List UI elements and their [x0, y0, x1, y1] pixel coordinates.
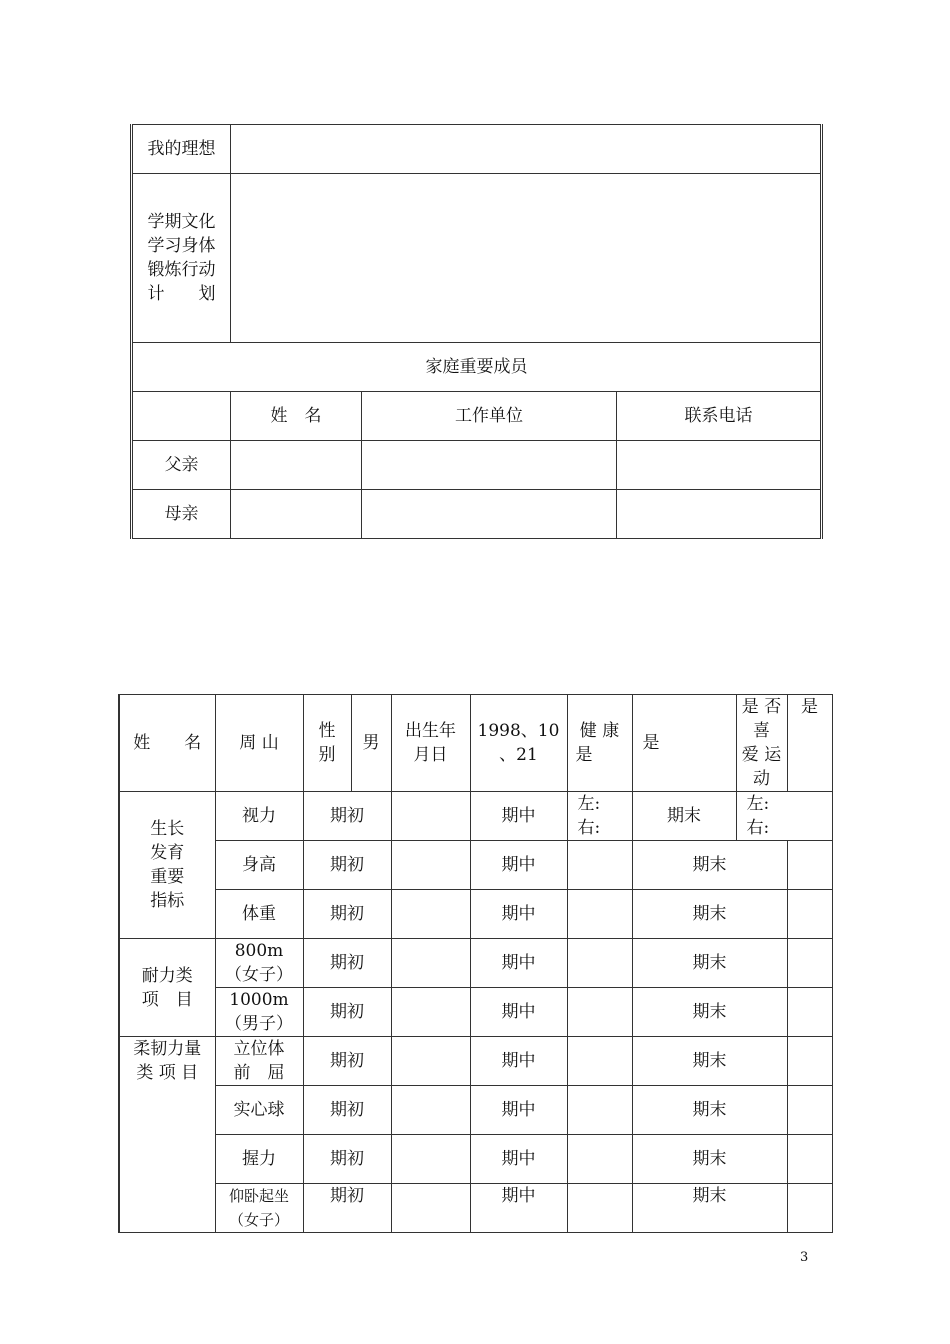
- name-label: 姓 名: [119, 695, 215, 792]
- page-number: 3: [800, 1250, 809, 1265]
- health-label: 健 康 是: [567, 695, 632, 792]
- end-value[interactable]: [787, 1135, 832, 1184]
- end-value[interactable]: [787, 890, 832, 939]
- early-value[interactable]: [391, 841, 470, 890]
- grip-label: 握力: [215, 1135, 303, 1184]
- run800-label: 800m （女子）: [215, 939, 303, 988]
- mid-label: 期中: [470, 1135, 567, 1184]
- plan-family-table: [130, 124, 823, 539]
- col-phone-header: 联系电话: [617, 392, 822, 441]
- end-value[interactable]: [787, 1184, 832, 1233]
- early-value[interactable]: [391, 1184, 470, 1233]
- end-label: 期末: [632, 1135, 787, 1184]
- vision-label: 视力: [215, 792, 303, 841]
- flex-group-label: 柔韧力量 类 项 目: [119, 1037, 215, 1233]
- father-phone-cell[interactable]: [617, 441, 822, 490]
- end-label: 期末: [632, 1184, 787, 1233]
- sport-label: 是 否 喜 爱 运动: [736, 695, 787, 792]
- dob-value: 1998、10 、21: [470, 695, 567, 792]
- mother-name-cell[interactable]: [231, 490, 362, 539]
- plan-value[interactable]: [231, 174, 822, 343]
- early-label: 期初: [303, 1184, 391, 1233]
- end-label: 期末: [632, 1086, 787, 1135]
- end-label: 期末: [632, 841, 787, 890]
- mid-value[interactable]: [567, 939, 632, 988]
- col-work-header: 工作单位: [362, 392, 617, 441]
- early-value[interactable]: [391, 1037, 470, 1086]
- gender-value: 男: [351, 695, 391, 792]
- early-label: 期初: [303, 792, 391, 841]
- early-label: 期初: [303, 1037, 391, 1086]
- early-label: 期初: [303, 939, 391, 988]
- medball-label: 实心球: [215, 1086, 303, 1135]
- early-value[interactable]: [391, 792, 470, 841]
- end-value[interactable]: [787, 988, 832, 1037]
- end-label: 期末: [632, 1037, 787, 1086]
- early-value[interactable]: [391, 988, 470, 1037]
- weight-label: 体重: [215, 890, 303, 939]
- mid-value[interactable]: [567, 1184, 632, 1233]
- mid-value[interactable]: [567, 988, 632, 1037]
- mid-label: 期中: [470, 988, 567, 1037]
- mother-label: 母亲: [132, 490, 231, 539]
- ideal-value[interactable]: [231, 125, 822, 174]
- plan-label: 学期文化 学习身体 锻炼行动 计 划: [132, 174, 231, 343]
- mid-label: 期中: [470, 1184, 567, 1233]
- mid-value[interactable]: [567, 1086, 632, 1135]
- father-label: 父亲: [132, 441, 231, 490]
- early-value[interactable]: [391, 939, 470, 988]
- name-value: 周 山: [215, 695, 303, 792]
- end-value[interactable]: [787, 939, 832, 988]
- health-value: 是: [632, 695, 736, 792]
- mid-value[interactable]: [567, 1135, 632, 1184]
- mid-label: 期中: [470, 841, 567, 890]
- sport-value: 是: [787, 695, 832, 792]
- col-name-header: 姓 名: [231, 392, 362, 441]
- mother-work-cell[interactable]: [362, 490, 617, 539]
- endurance-group-label: 耐力类 项 目: [119, 939, 215, 1037]
- dob-label: 出生年 月日: [391, 695, 470, 792]
- end-eye-value[interactable]: 左: 右:: [736, 792, 832, 841]
- sitreach-label: 立位体 前 屈: [215, 1037, 303, 1086]
- family-header: 家庭重要成员: [132, 343, 822, 392]
- end-value[interactable]: [787, 1037, 832, 1086]
- early-label: 期初: [303, 890, 391, 939]
- ideal-label: 我的理想: [132, 125, 231, 174]
- early-label: 期初: [303, 1086, 391, 1135]
- mid-value[interactable]: [567, 890, 632, 939]
- mid-label: 期中: [470, 792, 567, 841]
- growth-group-label: 生长 发育 重要 指标: [119, 792, 215, 939]
- early-value[interactable]: [391, 1086, 470, 1135]
- fitness-table: [118, 694, 833, 1233]
- mid-label: 期中: [470, 939, 567, 988]
- height-label: 身高: [215, 841, 303, 890]
- early-label: 期初: [303, 988, 391, 1037]
- mid-label: 期中: [470, 1037, 567, 1086]
- end-value[interactable]: [787, 1086, 832, 1135]
- end-label: 期末: [632, 939, 787, 988]
- situp-label: 仰卧起坐 （女子）: [215, 1184, 303, 1233]
- father-name-cell[interactable]: [231, 441, 362, 490]
- end-label: 期末: [632, 988, 787, 1037]
- early-label: 期初: [303, 1135, 391, 1184]
- mid-label: 期中: [470, 1086, 567, 1135]
- mid-value[interactable]: [567, 1037, 632, 1086]
- mid-eye-value[interactable]: 左: 右:: [567, 792, 632, 841]
- mid-value[interactable]: [567, 841, 632, 890]
- mother-phone-cell[interactable]: [617, 490, 822, 539]
- mid-label: 期中: [470, 890, 567, 939]
- early-value[interactable]: [391, 890, 470, 939]
- family-corner: [132, 392, 231, 441]
- run1000-label: 1000m （男子）: [215, 988, 303, 1037]
- end-label: 期末: [632, 890, 787, 939]
- end-label: 期末: [632, 792, 736, 841]
- father-work-cell[interactable]: [362, 441, 617, 490]
- gender-label: 性 别: [303, 695, 351, 792]
- early-value[interactable]: [391, 1135, 470, 1184]
- early-label: 期初: [303, 841, 391, 890]
- end-value[interactable]: [787, 841, 832, 890]
